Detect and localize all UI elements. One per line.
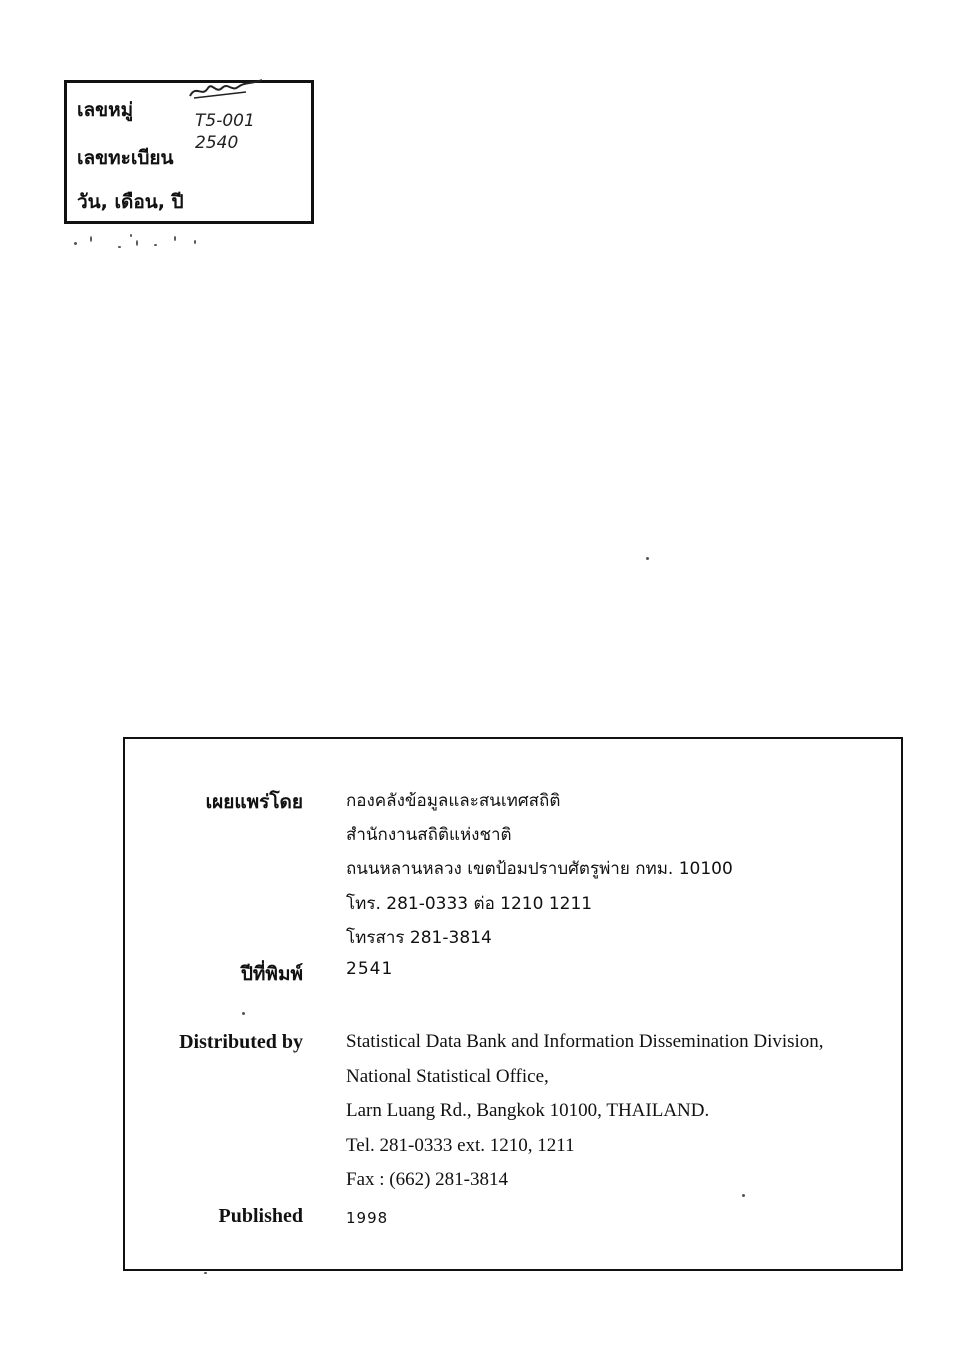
th-publisher-line-1: กองคลังข้อมูลและสนเทศสถิติ [346,791,561,811]
th-published-by-row [125,787,901,817]
scan-specks [70,228,210,256]
en-publisher-line-2: National Statistical Office, [346,1066,549,1087]
en-publisher-row [125,1066,901,1096]
th-publisher-line-2: สำนักงานสถิติแห่งชาติ [346,825,512,845]
en-publisher-address: Larn Luang Rd., Bangkok 10100, THAILAND. [346,1100,710,1121]
date-label: วัน, เดือน, ปี [77,191,184,213]
en-distributed-by-row [125,1031,901,1061]
en-publisher-phone: Tel. 281-0333 ext. 1210, 1211 [346,1135,575,1156]
scan-speck [646,557,649,560]
call-number-value: T5-001 [195,111,255,131]
call-number-label: เลขหมู่ [77,99,134,121]
th-publisher-row [125,821,901,851]
en-published-value: 1998 [346,1209,389,1227]
scan-speck [204,1272,207,1274]
en-publisher-row [125,1169,901,1199]
en-distributed-by-label: Distributed by [179,1031,303,1053]
th-publisher-phone: โทร. 281-0333 ต่อ 1210 1211 [346,894,593,914]
th-publisher-address: ถนนหลานหลวง เขตป้อมปราบศัตรูพ่าย กทม. 10100 [346,859,733,879]
scan-speck [742,1194,745,1197]
en-publisher-row [125,1100,901,1130]
en-publisher-fax: Fax : (662) 281-3814 [346,1169,509,1190]
th-year-value: 2541 [346,959,394,979]
en-publisher-line-1: Statistical Data Bank and Information Dissemination Division, [346,1031,824,1052]
th-publisher-fax: โทรสาร 281-3814 [346,928,492,948]
th-published-by-label: เผยแพร่โดย [205,791,303,813]
th-year-row [125,959,901,989]
th-publisher-row [125,890,901,920]
scan-speck [242,1012,245,1015]
en-published-row [125,1205,901,1235]
th-year-label: ปีที่พิมพ์ [240,963,303,985]
th-publisher-row [125,924,901,954]
th-publisher-row [125,855,901,885]
en-published-label: Published [218,1205,303,1227]
registration-number-label: เลขทะเบียน [77,147,174,169]
en-publisher-row [125,1135,901,1165]
registration-number-value: 2540 [195,133,239,153]
handwritten-mark-icon [186,78,266,102]
imprint-box [123,737,903,1271]
